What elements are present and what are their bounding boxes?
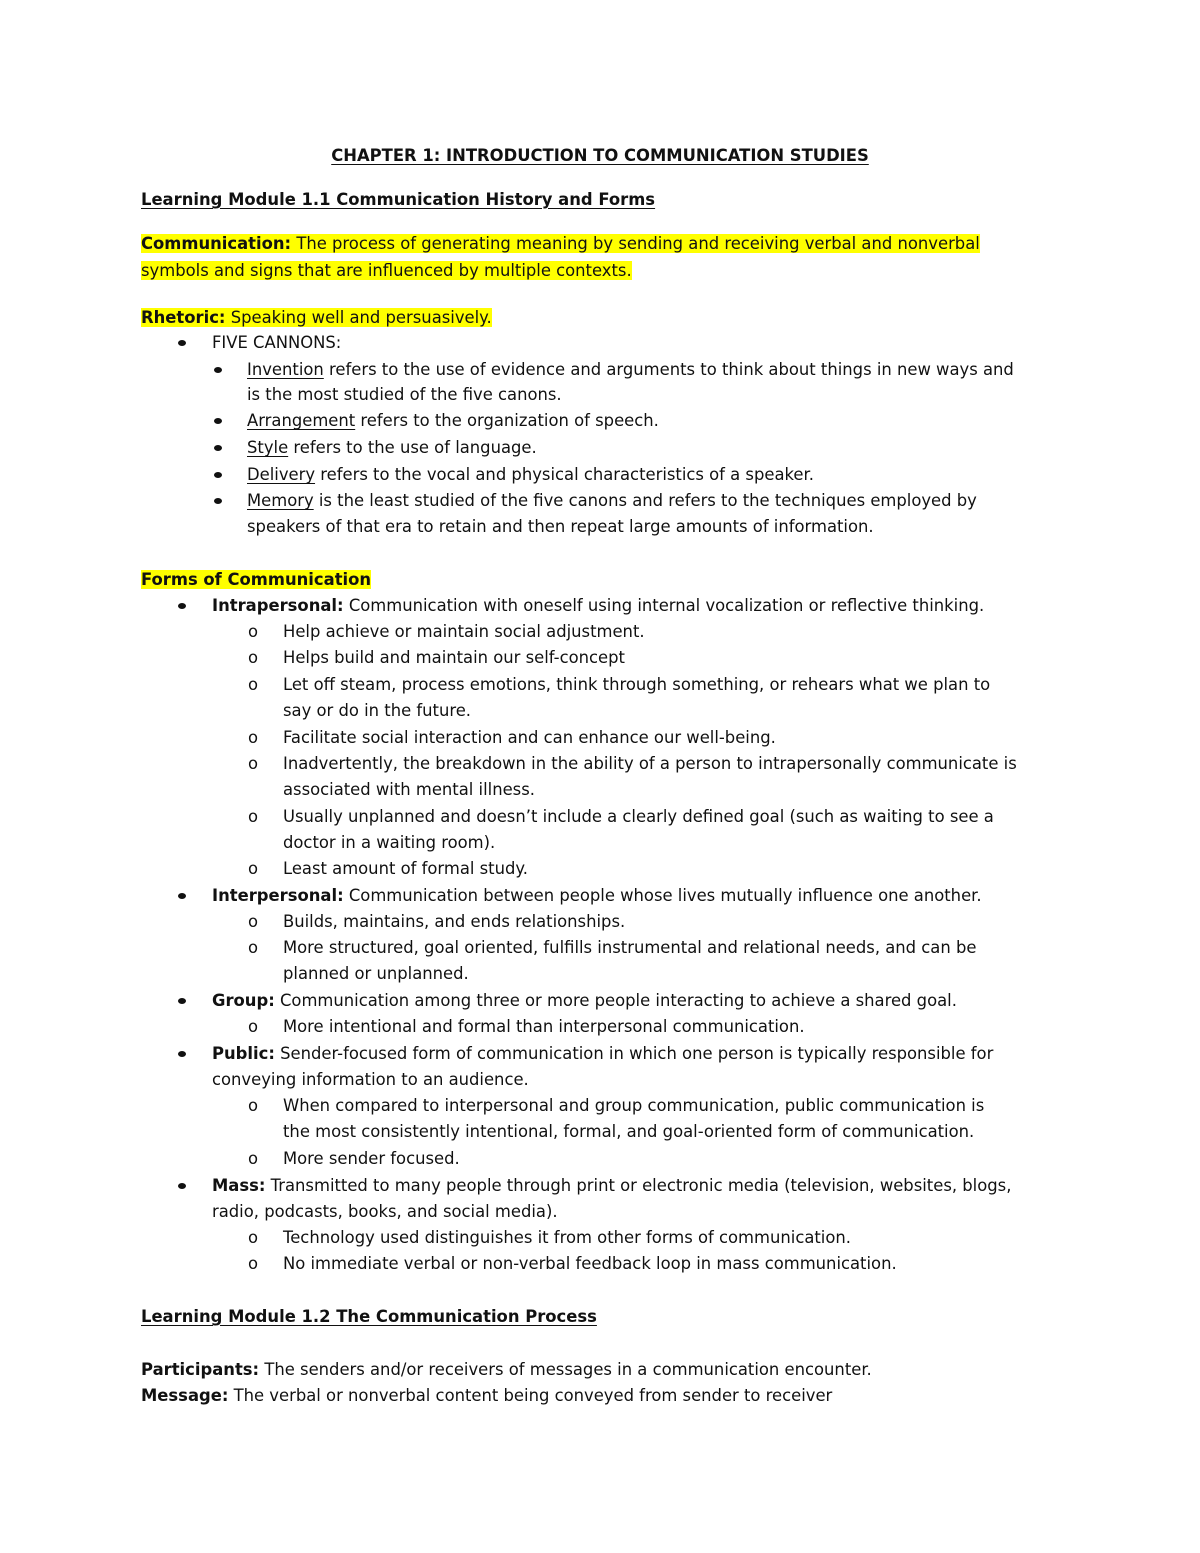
- intrapersonal-sub-cont: say or do in the future.: [283, 701, 472, 720]
- public-sub: When compared to interpersonal and group communication, public communication is: [283, 1096, 985, 1115]
- intrapersonal-sub: Helps build and maintain our self-concept: [283, 648, 625, 667]
- canon-invention-cont: is the most studied of the five canons.: [247, 385, 562, 404]
- intrapersonal-sub: Inadvertently, the breakdown in the ability of a person to intrapersonally communicate is: [283, 754, 1017, 773]
- canon-arrangement: Arrangement refers to the organization of speech.: [247, 411, 659, 430]
- group-sub: More intentional and formal than interpersonal communication.: [283, 1017, 805, 1036]
- participants-definition: Participants: The senders and/or receivers of messages in a communication encounter.: [141, 1360, 872, 1379]
- bullet-icon: [178, 1183, 186, 1189]
- sub-bullet-icon: o: [248, 754, 259, 773]
- intrapersonal-sub-cont: associated with mental illness.: [283, 780, 535, 799]
- intrapersonal-sub: Let off steam, process emotions, think through something, or rehears what we plan to: [283, 675, 991, 694]
- sub-bullet-icon: o: [248, 859, 259, 878]
- group-item: Group: Communication among three or more people interacting to achieve a shared goal.: [212, 991, 957, 1010]
- sub-bullet-icon: o: [248, 675, 259, 694]
- rhetoric-term: Rhetoric:: [141, 308, 226, 327]
- public-item-cont: conveying information to an audience.: [212, 1070, 529, 1089]
- five-cannons-label: FIVE CANNONS:: [212, 333, 342, 352]
- sub-bullet-icon: o: [248, 938, 259, 957]
- rhetoric-definition: Rhetoric: Speaking well and persuasively.: [141, 308, 492, 327]
- sub-bullet-icon: o: [248, 648, 259, 667]
- public-item: Public: Sender-focused form of communication in which one person is typically responsible for: [212, 1044, 994, 1063]
- bullet-icon: [178, 340, 186, 346]
- sub-bullet-icon: o: [248, 1254, 259, 1273]
- sub-bullet-icon: o: [248, 1149, 259, 1168]
- interpersonal-sub-cont: planned or unplanned.: [283, 964, 469, 983]
- mass-sub: No immediate verbal or non-verbal feedback loop in mass communication.: [283, 1254, 897, 1273]
- chapter-title: CHAPTER 1: INTRODUCTION TO COMMUNICATION STUDIES: [331, 146, 869, 165]
- bullet-icon: [178, 603, 186, 609]
- intrapersonal-sub: Least amount of formal study.: [283, 859, 528, 878]
- public-sub-cont: the most consistently intentional, formal, and goal-oriented form of communication.: [283, 1122, 975, 1141]
- intrapersonal-sub-cont: doctor in a waiting room).: [283, 833, 496, 852]
- bullet-icon: [214, 367, 222, 373]
- canon-memory-cont: speakers of that era to retain and then repeat large amounts of information.: [247, 517, 874, 536]
- communication-term: Communication:: [141, 234, 292, 253]
- sub-bullet-icon: o: [248, 912, 259, 931]
- canon-style: Style refers to the use of language.: [247, 438, 537, 457]
- sub-bullet-icon: o: [248, 807, 259, 826]
- forms-heading: Forms of Communication: [141, 570, 372, 589]
- module-heading-1-2: Learning Module 1.2 The Communication Process: [141, 1307, 597, 1326]
- sub-bullet-icon: o: [248, 1017, 259, 1036]
- bullet-icon: [214, 445, 222, 451]
- message-definition: Message: The verbal or nonverbal content being conveyed from sender to receiver: [141, 1386, 833, 1405]
- bullet-icon: [178, 998, 186, 1004]
- mass-sub: Technology used distinguishes it from other forms of communication.: [283, 1228, 851, 1247]
- communication-definition-line1: Communication: The process of generating meaning by sending and receiving verbal and nonverbal: [141, 234, 980, 253]
- bullet-icon: [178, 893, 186, 899]
- interpersonal-sub: Builds, maintains, and ends relationships.: [283, 912, 626, 931]
- bullet-icon: [214, 472, 222, 478]
- communication-definition-line2: symbols and signs that are influenced by multiple contexts.: [141, 261, 632, 280]
- sub-bullet-icon: o: [248, 1096, 259, 1115]
- interpersonal-item: Interpersonal: Communication between people whose lives mutually influence one another.: [212, 886, 982, 905]
- mass-item: Mass: Transmitted to many people through print or electronic media (television, websites, blogs,: [212, 1176, 1012, 1195]
- intrapersonal-sub: Usually unplanned and doesn’t include a clearly defined goal (such as waiting to see a: [283, 807, 994, 826]
- public-sub: More sender focused.: [283, 1149, 460, 1168]
- bullet-icon: [178, 1051, 186, 1057]
- sub-bullet-icon: o: [248, 622, 259, 641]
- canon-invention: Invention refers to the use of evidence and arguments to think about things in new ways and: [247, 360, 1014, 379]
- bullet-icon: [214, 498, 222, 504]
- sub-bullet-icon: o: [248, 728, 259, 747]
- sub-bullet-icon: o: [248, 1228, 259, 1247]
- interpersonal-sub: More structured, goal oriented, fulfills instrumental and relational needs, and can be: [283, 938, 977, 957]
- module-heading-1-1: Learning Module 1.1 Communication History and Forms: [141, 190, 656, 209]
- canon-delivery: Delivery refers to the vocal and physical characteristics of a speaker.: [247, 465, 814, 484]
- intrapersonal-sub: Facilitate social interaction and can enhance our well-being.: [283, 728, 776, 747]
- canon-memory: Memory is the least studied of the five canons and refers to the techniques employed by: [247, 491, 977, 510]
- intrapersonal-item: Intrapersonal: Communication with oneself using internal vocalization or reflective thinking.: [212, 596, 985, 615]
- bullet-icon: [214, 418, 222, 424]
- intrapersonal-sub: Help achieve or maintain social adjustment.: [283, 622, 645, 641]
- mass-item-cont: radio, podcasts, books, and social media).: [212, 1202, 558, 1221]
